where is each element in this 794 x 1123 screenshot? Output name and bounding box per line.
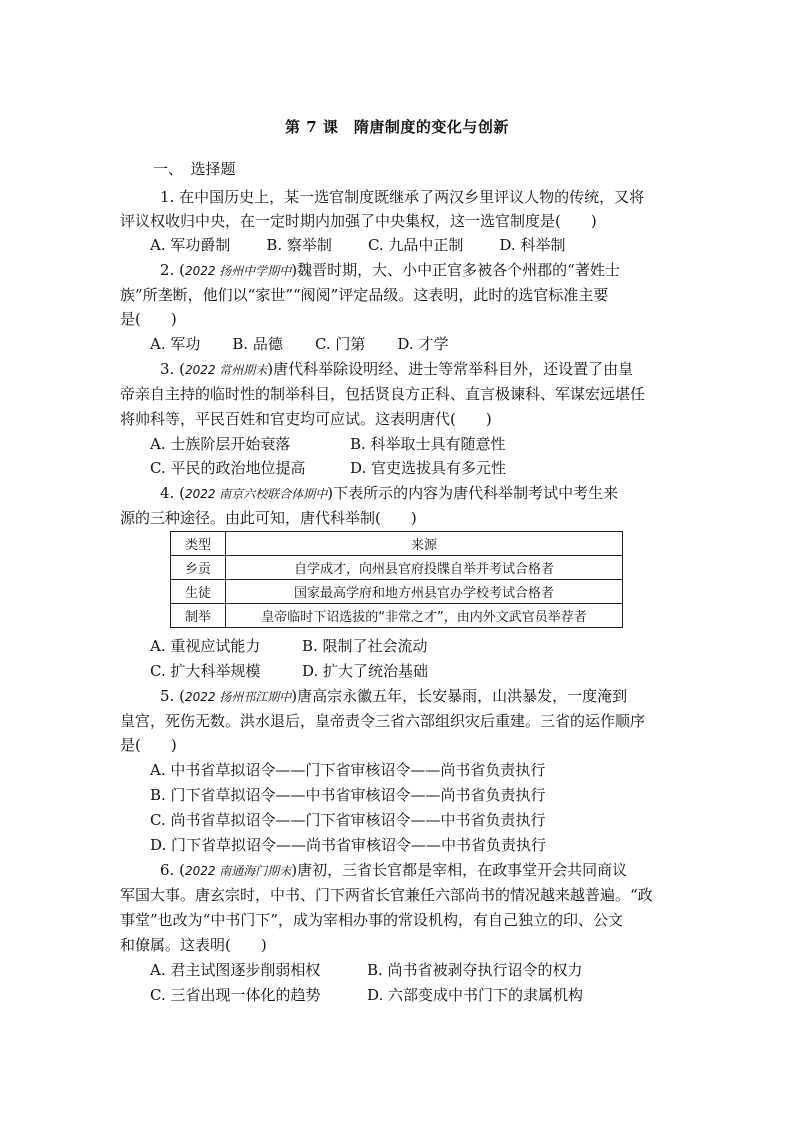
q4-option-c: C. 扩大科举规模 bbox=[150, 662, 261, 680]
table-cell-type: 乡贡 bbox=[171, 556, 226, 580]
q4-number: 4. ( bbox=[160, 484, 185, 502]
question-2-line-3: 是( ) bbox=[120, 310, 177, 328]
q6-text: )唐初，三省长官都是宰相，在政事堂开会共同商议 bbox=[291, 861, 628, 879]
q1-option-b: B. 察举制 bbox=[266, 236, 332, 254]
table-row bbox=[171, 556, 623, 580]
q6-option-c: C. 三省出现一体化的趋势 bbox=[150, 986, 321, 1004]
question-4-options-row-2 bbox=[150, 659, 428, 683]
question-5-line-3: 是( ) bbox=[120, 736, 177, 754]
question-1-options bbox=[150, 233, 565, 257]
q6-option-b: B. 尚书省被剥夺执行诏令的权力 bbox=[367, 961, 583, 979]
q4-option-b: B. 限制了社会流动 bbox=[302, 637, 428, 655]
q5-option-b: B. 门下省草拟诏令——中书省审核诏令——尚书省负责执行 bbox=[150, 786, 546, 804]
q2-text: )魏晋时期，大、小中正官多被各个州郡的“著姓士 bbox=[291, 261, 620, 279]
q5-source: 2022 扬州邗江期中 bbox=[184, 690, 292, 704]
q5-option-a: A. 中书省草拟诏令——门下省审核诏令——尚书省负责执行 bbox=[150, 761, 546, 779]
q2-option-b: B. 品德 bbox=[232, 335, 283, 353]
q6-source: 2022 南通海门期末 bbox=[184, 864, 292, 878]
question-2-line-2: 族”所垄断，他们以“家世”“阀阅”评定品级。这表明，此时的选官标准主要 bbox=[120, 286, 609, 304]
table-header-type: 类型 bbox=[171, 532, 226, 556]
q5-option-c: C. 尚书省草拟诏令——门下省审核诏令——中书省负责执行 bbox=[150, 811, 546, 829]
question-4-line-2: 源的三种途径。由此可知，唐代科举制( ) bbox=[120, 509, 417, 527]
q5-option-d: D. 门下省草拟诏令——尚书省审核诏令——中书省负责执行 bbox=[150, 836, 547, 854]
table-header-source: 来源 bbox=[226, 532, 623, 556]
table-cell-source: 自学成才，向州县官府投牒自举并考试合格者 bbox=[226, 556, 623, 580]
q2-source: 2022 扬州中学期中 bbox=[184, 264, 292, 278]
q4-text: )下表所示的内容为唐代科举制考试中考生来 bbox=[327, 484, 619, 502]
table-row bbox=[171, 604, 623, 628]
table-row bbox=[171, 580, 623, 604]
question-6-options-row-2 bbox=[150, 983, 583, 1007]
q2-option-c: C. 门第 bbox=[314, 335, 366, 353]
exam-source-table bbox=[170, 531, 623, 628]
q3-number: 3. ( bbox=[160, 360, 185, 378]
q1-option-a: A. 军功爵制 bbox=[150, 236, 231, 254]
table-cell-type: 生徒 bbox=[171, 580, 226, 604]
table-cell-source: 国家最高学府和地方州县官办学校考试合格者 bbox=[226, 580, 623, 604]
table-cell-source: 皇帝临时下诏选拔的“非常之才”，由内外文武官员举荐者 bbox=[226, 604, 623, 628]
page-title: 第 7 课 隋唐制度的变化与创新 bbox=[285, 118, 509, 136]
q3-source: 2022 常州期末 bbox=[184, 363, 268, 377]
q4-source: 2022 南京六校联合体期中 bbox=[184, 487, 328, 501]
question-3-options-row-1 bbox=[150, 432, 506, 456]
question-6-line-4: 和僚属。这表明( ) bbox=[120, 936, 267, 954]
question-5-line-2: 皇宫，死伤无数。洪水退后，皇帝责令三省六部组织灾后重建。三省的运作顺序 bbox=[120, 712, 646, 730]
question-3-line-1 bbox=[160, 357, 633, 382]
q2-option-d: D. 才学 bbox=[397, 335, 449, 353]
question-2-line-1 bbox=[160, 258, 620, 283]
q5-text: )唐高宗永徽五年，长安暴雨，山洪暴发，一度淹到 bbox=[291, 687, 628, 705]
q1-option-d: D. 科举制 bbox=[499, 236, 566, 254]
q2-number: 2. ( bbox=[160, 261, 185, 279]
question-6-line-1 bbox=[160, 858, 627, 883]
table-header-row bbox=[171, 532, 623, 556]
q6-option-a: A. 君主试图逐步削弱相权 bbox=[150, 961, 321, 979]
q3-option-a: A. 士族阶层开始衰落 bbox=[150, 435, 291, 453]
q1-option-c: C. 九品中正制 bbox=[367, 236, 464, 254]
q3-option-b: B. 科举取士具有随意性 bbox=[350, 435, 506, 453]
q3-text: )唐代科举除设明经、进士等常举科目外，还设置了由皇 bbox=[267, 360, 634, 378]
question-6-options-row-1 bbox=[150, 958, 583, 982]
question-5-line-1 bbox=[160, 684, 627, 709]
question-3-line-3: 将帅科等，平民百姓和官吏均可应试。这表明唐代( ) bbox=[120, 410, 492, 428]
question-6-line-3: 事堂”也改为“中书门下”，成为宰相办事的常设机构，有自己独立的印、公文 bbox=[120, 911, 624, 929]
q4-option-a: A. 重视应试能力 bbox=[150, 637, 261, 655]
question-4-options-row-1 bbox=[150, 634, 428, 658]
q6-number: 6. ( bbox=[160, 861, 185, 879]
question-1-line-1: 1. 在中国历史上，某一选官制度既继承了两汉乡里评议人物的传统，又将 bbox=[160, 188, 645, 206]
q2-option-a: A. 军功 bbox=[150, 335, 201, 353]
question-2-options bbox=[150, 332, 448, 356]
question-4-line-1 bbox=[160, 481, 618, 506]
q5-number: 5. ( bbox=[160, 687, 185, 705]
question-1-line-2: 评议权收归中央，在一定时期内加强了中央集权，这一选官制度是( ) bbox=[120, 212, 597, 230]
question-6-line-2: 军国大事。唐玄宗时，中书、门下两省长官兼任六部尚书的情况越来越普遍。“政 bbox=[120, 886, 653, 904]
question-3-options-row-2 bbox=[150, 456, 506, 480]
question-3-line-2: 帝亲自主持的临时性的制举科目，包括贤良方正科、直言极谏科、军谋宏远堪任 bbox=[120, 385, 646, 403]
q3-option-c: C. 平民的政治地位提高 bbox=[150, 459, 306, 477]
q3-option-d: D. 官吏选拔具有多元性 bbox=[350, 459, 507, 477]
table-cell-type: 制举 bbox=[171, 604, 226, 628]
section-heading: 一、 选择题 bbox=[153, 160, 236, 178]
q4-option-d: D. 扩大了统治基础 bbox=[302, 662, 429, 680]
q6-option-d: D. 六部变成中书门下的隶属机构 bbox=[367, 986, 584, 1004]
